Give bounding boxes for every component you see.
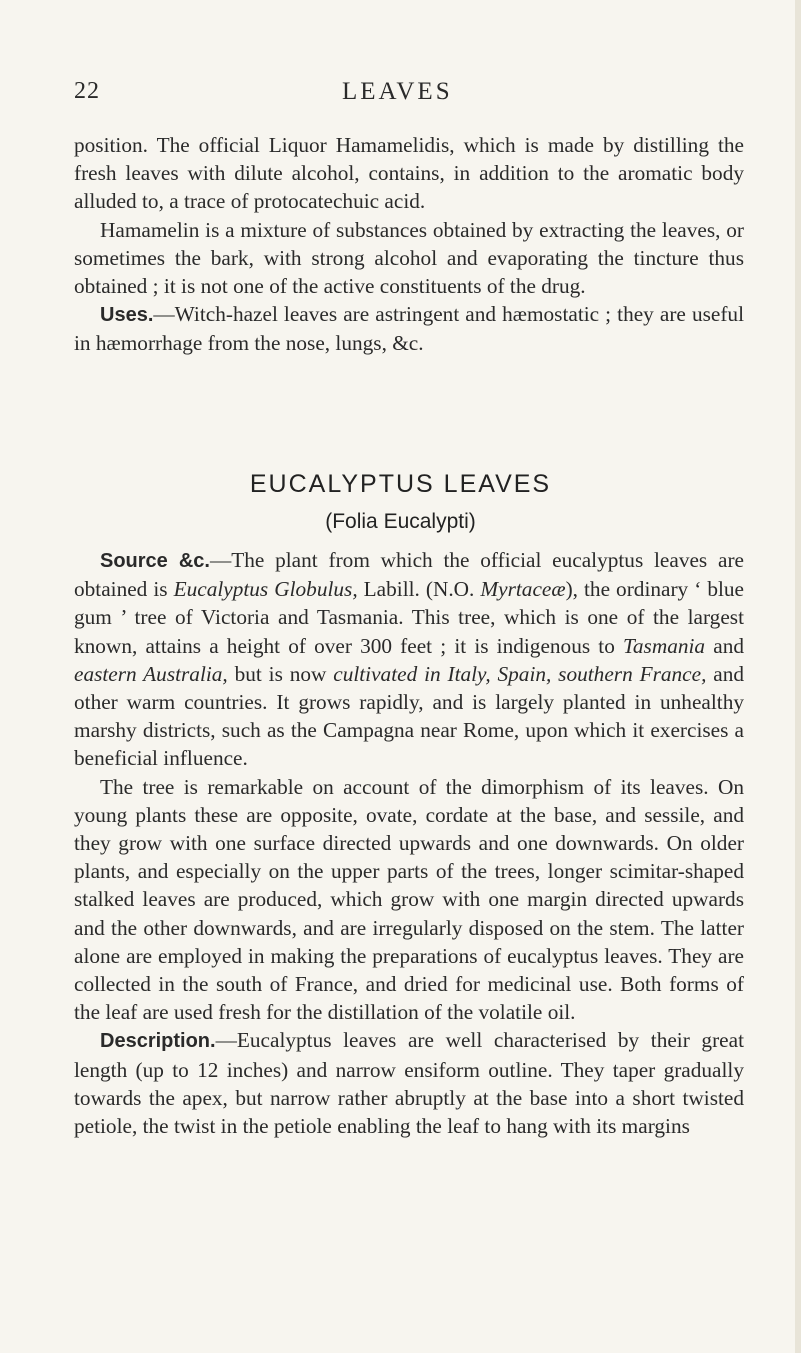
source-italic-1: Eucalyptus Globulus,	[173, 577, 358, 602]
paragraph-liquor: position. The official Liquor Hamamelidis, which is made by distilling the fresh leaves with dilute alcohol, contains, in addition to the aromatic body alluded to, a trace of protocatechuic acid.	[74, 133, 744, 214]
section-subtitle: (Folia Eucalypti)	[325, 510, 476, 533]
source-text-3: ), the ordinary ‘ blue gum ’ tree of Victoria and Tasmania. This tree, which is one of the largest known, attains a height of over 300 feet ; it is indigenous to	[74, 577, 744, 658]
source-italic-5: cultivated in Italy, Spain, southern France,	[333, 661, 707, 686]
page-edge	[795, 0, 801, 1353]
paragraph-dimorphism: The tree is remarkable on account of the dimorphism of its leaves. On young plants these are opposite, ovate, cordate at the base, and sessile, and they grow with one surface directed upwards and one downwards. On older plants, and especially on the upper parts of the trees, longer scimitar-shaped stalked leaves are produced, which grow with one margin directed upwards and the other downwards, and are irregularly disposed on the stem. The latter alone are employed in making the preparations of eucalyptus leaves. They are collected in the south of France, and dried for medicinal use. Both forms of the leaf are used fresh for the distillation of the volatile oil.	[74, 774, 744, 1025]
source-italic-4: eastern Australia,	[74, 661, 228, 686]
page-number: 22	[74, 78, 100, 104]
description-label: Description.	[100, 1030, 216, 1053]
uses-text: —Witch-hazel leaves are astringent and hæmostatic ; they are useful in hæmorrhage from the nose, lungs, &c.	[74, 302, 744, 356]
source-text-1: —The plant from which the official eucalyptus leaves are obtained is	[74, 548, 744, 602]
paragraph-hamamelin: Hamamelin is a mixture of substances obtained by extracting the leaves, or sometimes the bark, with strong alcohol and evaporating the tincture thus obtained ; it is not one of the active constituents of the drug.	[74, 217, 744, 299]
source-text-4: and	[705, 633, 744, 658]
page-header	[0, 78, 801, 118]
source-italic-3: Tasmania	[623, 633, 706, 658]
source-text-6: and other warm countries. It grows rapidly, and is largely planted in unhealthy marshy districts, such as the Campagna near Rome, upon which it exercises a beneficial influence.	[74, 661, 744, 771]
source-label: Source &c.	[100, 550, 210, 572]
body-text-eucalyptus	[74, 546, 744, 1140]
source-text-2: Labill. (N.O.	[357, 577, 481, 602]
paragraph-uses	[74, 300, 744, 357]
body-text-top	[74, 131, 744, 358]
paragraph-description	[74, 1026, 744, 1140]
paragraph-source	[74, 546, 744, 773]
description-text: —Eucalyptus leaves are well characterised by their great length (up to 12 inches) and narrow ensiform outline. They taper gradually towards the apex, but narrow rather abruptly at the base into a short twisted petiole, the twist in the petiole enabling the leaf to hang with its margins	[74, 1028, 744, 1139]
source-text-5: but is now	[227, 661, 334, 686]
section-title: EUCALYPTUS LEAVES	[249, 470, 552, 498]
source-italic-2: Myrtaceæ	[480, 577, 566, 602]
running-head: LEAVES	[342, 78, 453, 105]
uses-label: Uses.	[100, 304, 154, 327]
